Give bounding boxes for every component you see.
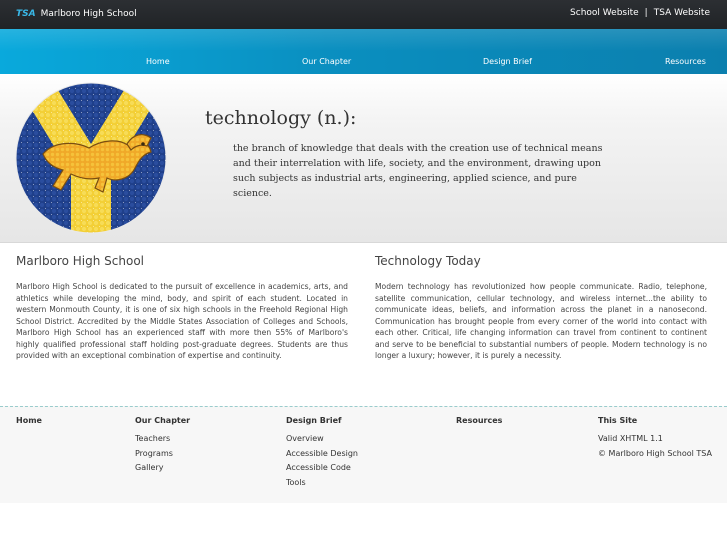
main-navigation — [0, 29, 727, 74]
school-section — [16, 254, 348, 362]
tsa-logo-text: TSA — [16, 9, 36, 19]
footer-resources-link[interactable]: Resources — [456, 416, 503, 425]
footer — [0, 406, 727, 503]
footer-col-site — [598, 416, 712, 463]
footer-valid-xhtml-link[interactable]: Valid XHTML 1.1 — [598, 434, 663, 443]
nav-design-brief[interactable]: Design Brief — [483, 57, 532, 66]
hero-definition: the branch of knowledge that deals with the creation use of technical means and their interrelation with life, society, and the environment, drawing upon such subjects as industrial arts, engineering, applied science, and pure science. — [233, 143, 603, 199]
footer-copyright: © Marlboro High School TSA — [598, 448, 712, 458]
footer-col-home — [16, 416, 42, 434]
top-bar — [0, 0, 727, 29]
footer-link-accessible-design[interactable]: Accessible Design — [286, 448, 358, 458]
school-section-title: Marlboro High School — [16, 254, 144, 268]
hero-term: technology (n.): — [205, 107, 357, 129]
footer-link-overview[interactable]: Overview — [286, 434, 324, 443]
technology-section — [375, 254, 707, 362]
footer-design-heading[interactable]: Design Brief — [286, 416, 342, 425]
nav-resources[interactable]: Resources — [665, 57, 706, 66]
footer-link-accessible-code[interactable]: Accessible Code — [286, 463, 351, 472]
footer-link-teachers[interactable]: Teachers — [135, 434, 171, 443]
footer-col-design — [286, 416, 358, 492]
footer-link-gallery[interactable]: Gallery — [135, 463, 164, 472]
top-links — [570, 8, 710, 18]
school-website-link[interactable]: School Website — [570, 8, 639, 18]
brand — [16, 9, 137, 19]
footer-site-heading: This Site — [598, 416, 638, 425]
footer-link-programs[interactable]: Programs — [135, 448, 173, 458]
footer-col-chapter — [135, 416, 190, 478]
tsa-website-link[interactable]: TSA Website — [653, 8, 710, 18]
nav-our-chapter[interactable]: Our Chapter — [302, 57, 352, 66]
brand-school-name: Marlboro High School — [40, 9, 137, 19]
footer-link-tools[interactable]: Tools — [286, 477, 306, 487]
nav-home[interactable]: Home — [146, 57, 170, 66]
school-section-text: Marlboro High School is dedicated to the pursuit of excellence in academics, arts, and athletics while developing the mind, body, and spirit of each student. Located in western Monmouth County, it is one of six high schools in the Freehold Regional High School District. Accredited by the Middle States Association of Colleges and Schools, Marlboro High School has an experienced staff with more then 55% of Marlboro's highly qualified professional staff holding post-graduate degrees. Students are thus provided with an exceptional combination of expertise and continuity. — [16, 282, 348, 360]
technology-section-title: Technology Today — [375, 254, 481, 268]
footer-col-resources — [456, 416, 502, 434]
footer-home-link[interactable]: Home — [16, 416, 42, 425]
footer-chapter-heading[interactable]: Our Chapter — [135, 416, 191, 425]
hero-banner — [0, 74, 727, 243]
technology-section-text: Modern technology has revolutionized how people communicate. Radio, telephone, satellite communication, cellular technology, and wireless internet...the ability to communicate ideas, beliefs, and information across the planet in a nanosecond. Communication has brought people from every corner of the world into contact with each other. Critical, life changing information can travel from continent to continent and serve to be beneficial to substantial numbers of people. Modern technology is no longer a luxury; however, it is purely a necessity. — [375, 282, 707, 360]
mustang-mosaic-logo — [15, 82, 167, 234]
top-links-separator: | — [644, 8, 648, 18]
